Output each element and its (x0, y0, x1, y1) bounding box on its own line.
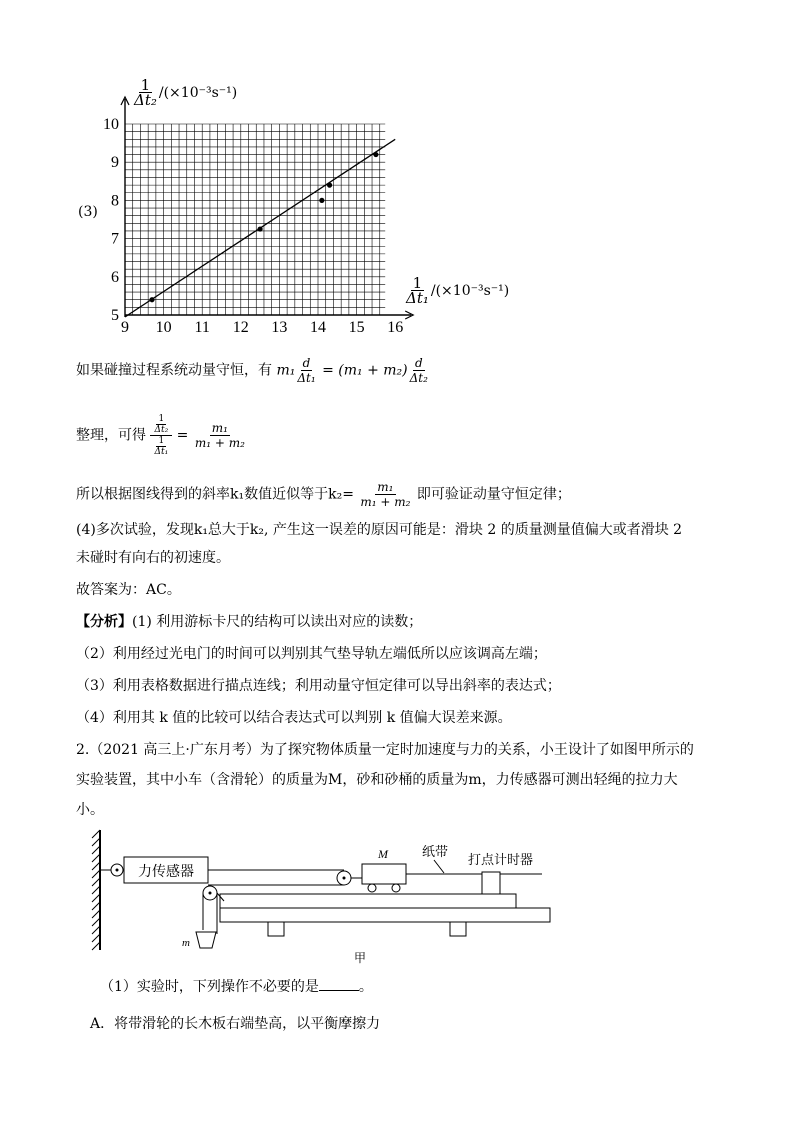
apparatus-diagram (90, 826, 560, 966)
data-point (149, 297, 154, 302)
eq1-mid: = (m₁ + m₂) (322, 362, 408, 379)
lower-board (220, 908, 550, 922)
x-tick-label: 14 (310, 319, 326, 335)
x-tick-label: 13 (271, 319, 288, 335)
wall-hatch (92, 830, 100, 950)
x-tick-label: 10 (155, 319, 172, 335)
option-a: A．将带滑轮的长木板右端垫高，以平衡摩擦力 (90, 1016, 381, 1032)
analysis-line1 (76, 612, 422, 632)
force-sensor-label: 力传感器 (138, 865, 194, 880)
chart-grid (125, 124, 385, 315)
eq1-frac1-den: Δt₁ (297, 371, 316, 385)
analysis-line2: （2）利用经过光电门的时间可以判别其气垫导轨左端低所以应该调高左端； (76, 646, 547, 662)
cart-mass-label: M (378, 847, 388, 861)
eq2-a-num: 1 (158, 414, 165, 424)
x-axis-frac-den: Δt₁ (406, 289, 429, 307)
eq2-equals: = (176, 427, 189, 444)
y-tick-label: 7 (111, 230, 119, 248)
timer-box (482, 872, 500, 894)
eq2-left-num (150, 414, 172, 436)
part4-line2: 未碰时有向右的初速度。 (76, 550, 230, 566)
x-tick-label: 11 (194, 319, 210, 335)
sub1-end: 。 (358, 979, 373, 995)
y-axis-unit: /(×10⁻³s⁻¹) (158, 85, 238, 101)
x-tick-label: 9 (121, 319, 129, 335)
diagram-caption: 甲 (354, 951, 367, 965)
eq3-den: m₁ + m₂ (360, 495, 411, 509)
y-tick-label: 10 (103, 116, 119, 133)
sand-bucket (196, 932, 216, 948)
upper-board (220, 894, 516, 908)
eq3-num: m₁ (377, 480, 394, 494)
y-axis-frac-den: Δt₂ (134, 91, 157, 109)
analysis-line3: （3）利用表格数据进行描点连线；利用动量守恒定律可以导出斜率的表达式； (76, 678, 561, 694)
question2-line3: 小。 (76, 802, 104, 818)
analysis-label: 【分析】 (76, 614, 132, 630)
y-tick-label: 6 (111, 268, 119, 286)
data-point (373, 152, 378, 157)
rearranged-equation-line (76, 414, 247, 457)
eq2-right-den: m₁ + m₂ (194, 436, 245, 450)
tape-label: 纸带 (422, 844, 449, 859)
answer-blank[interactable] (319, 976, 359, 991)
part4-line1: (4)多次试验，发现k₁总大于k₂, 产生这一误差的原因可能是：滑块 2 的质量测量值偏大或者滑块 2 (76, 522, 683, 538)
eq1-m1: m₁ (276, 362, 296, 379)
x-tick-label: 15 (348, 319, 365, 335)
x-axis-frac-num: 1 (412, 274, 423, 292)
line3-prefix: 所以根据图线得到的斜率k₁数值近似等于k₂= (76, 486, 354, 503)
bucket-mass-label: m (182, 937, 190, 949)
line3-suffix: 即可验证动量守恒定律； (416, 486, 571, 503)
slope-line (76, 480, 571, 509)
eq2-left-frac (150, 414, 172, 457)
part-3-label: (3) (78, 204, 98, 220)
question2-line1: 2.（2021 高三上·广东月考）为了探究物体质量一定时加速度与力的关系，小王设计了如图甲所示的 (76, 742, 694, 758)
question2-line2: 实验装置，其中小车（含滑轮）的质量为M，砂和砂桶的质量为m，力传感器可测出轻绳的拉力大 (76, 772, 678, 788)
analysis-line4: （4）利用其 k 值的比较可以结合表达式可以判别 k 值偏大误差来源。 (76, 710, 512, 726)
data-point (327, 183, 332, 188)
sub1-text: （1）实验时，下列操作不必要的是 (100, 979, 319, 995)
eq1-frac2 (408, 356, 430, 385)
eq1-frac1-num: d (302, 356, 311, 370)
x-tick-label: 16 (387, 319, 404, 335)
y-tick-label: 9 (111, 154, 119, 172)
line2-prefix: 整理，可得 (76, 427, 146, 444)
y-axis-frac-num: 1 (140, 76, 151, 94)
eq2-right-frac (193, 421, 247, 450)
cart-body (362, 864, 406, 884)
eq1-frac2-den: Δt₂ (409, 371, 428, 385)
eq1-frac1 (295, 356, 317, 385)
data-point (319, 198, 324, 203)
x-tick-label: 12 (232, 319, 249, 335)
eq1-frac2-num: d (414, 356, 423, 370)
line1-prefix: 如果碰撞过程系统动量守恒，有 (76, 362, 272, 379)
eq3-frac (358, 480, 412, 509)
eq2-right-num: m₁ (211, 421, 228, 435)
question2-sub1 (100, 976, 373, 997)
momentum-equation-line (76, 356, 430, 385)
x-axis-unit: /(×10⁻³s⁻¹) (430, 283, 510, 299)
data-point (258, 226, 263, 231)
y-tick-label: 5 (111, 307, 119, 324)
eq2-b-frac (152, 436, 170, 457)
eq2-b-den: Δt₁ (154, 447, 169, 457)
y-tick-label: 8 (111, 192, 119, 210)
eq2-b-num: 1 (158, 436, 165, 446)
eq2-left-den (150, 436, 172, 457)
analysis-1: (1) 利用游标卡尺的结构可以读出对应的读数； (132, 614, 423, 630)
eq2-a-den: Δt₂ (154, 425, 169, 435)
eq2-a-frac (152, 414, 170, 435)
answer-line: 故答案为：AC。 (76, 582, 181, 598)
timer-label: 打点计时器 (468, 852, 534, 867)
